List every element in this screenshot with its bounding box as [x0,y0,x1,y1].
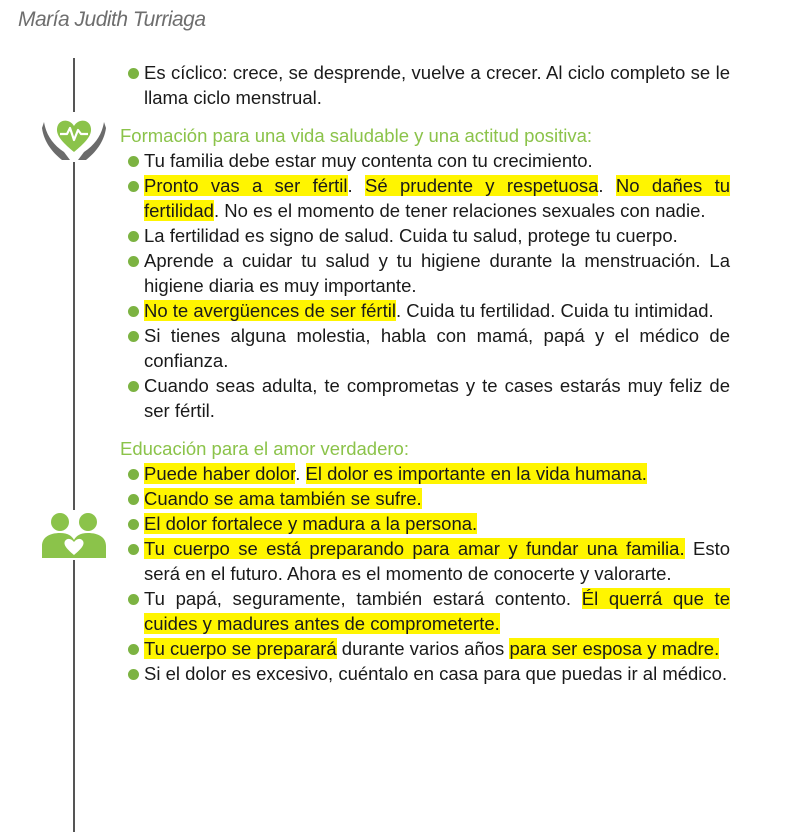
section-title-love: Educación para el amor verdadero: [120,438,409,459]
highlighted-text: Pronto vas a ser fértil [144,175,348,196]
text-segment: . [295,463,306,484]
highlighted-text: Tu cuerpo se está preparando para amar y fundar una familia. [144,538,685,559]
text-segment: . [598,175,616,196]
list-item [120,461,730,486]
highlighted-text: El dolor es importante en la vida humana. [305,463,647,484]
text-segment: . [347,175,365,196]
list-item [120,511,730,536]
text-segment: Cuando seas adulta, te comprometas y te cases estarás muy feliz de ser fértil. [144,375,730,421]
list-item [120,536,730,586]
highlighted-text: para ser esposa y madre. [509,638,720,659]
highlighted-text: No te avergüences de ser fértil [144,300,396,321]
list-item [120,60,730,110]
list-item [120,298,730,323]
list-item [120,148,730,173]
text-segment: durante varios años [336,638,510,659]
list-item [120,248,730,298]
highlighted-text: No dañes tu fertilidad [144,175,731,221]
text-segment: Si el dolor es excesivo, cuéntalo en casa para que puedas ir al médico. [144,663,728,684]
list-item [120,586,730,636]
list-item [120,661,730,686]
text-segment: Es cíclico: crece, se desprende, vuelve a crecer. Al ciclo completo se le llama ciclo menstrual. [144,62,730,108]
list-item [120,373,730,423]
text-segment: . No es el momento de tener relaciones sexuales con nadie. [213,200,706,221]
text-segment: Si tienes alguna molestia, habla con mamá, papá y el médico de confianza. [144,325,730,371]
two-people-heart-icon [38,510,110,560]
text-segment: Esto será en el futuro. Ahora es el momento de conocerte y valorarte. [144,538,730,584]
intro-list [120,60,730,110]
hands-holding-heart-icon [40,112,108,162]
main-content [120,60,730,686]
highlighted-text: Tu cuerpo se preparará [144,638,337,659]
love-list [120,461,730,686]
text-segment: . Cuida tu fertilidad. Cuida tu intimidad. [395,300,714,321]
timeline-line [73,58,75,832]
list-item [120,323,730,373]
text-segment: Tu familia debe estar muy contenta con tu crecimiento. [144,150,593,171]
text-segment: Tu papá, seguramente, también estará contento. [144,588,582,609]
author-name: María Judith Turriaga [18,8,206,31]
highlighted-text: Sé prudente y respetuosa [365,175,599,196]
highlighted-text: El dolor fortalece y madura a la persona. [144,513,478,534]
highlighted-text: Él querrá que te cuides y madures antes de comprometerte. [144,588,730,634]
list-item [120,636,730,661]
text-segment: La fertilidad es signo de salud. Cuida tu salud, protege tu cuerpo. [144,225,678,246]
list-item [120,486,730,511]
health-list [120,148,730,423]
list-item [120,173,730,223]
section-title-health: Formación para una vida saludable y una actitud positiva: [120,125,593,146]
list-item [120,223,730,248]
highlighted-text: Cuando se ama también se sufre. [144,488,422,509]
highlighted-text: Puede haber dolor [144,463,296,484]
text-segment: Aprende a cuidar tu salud y tu higiene durante la menstruación. La higiene diaria es muy importante. [144,250,730,296]
